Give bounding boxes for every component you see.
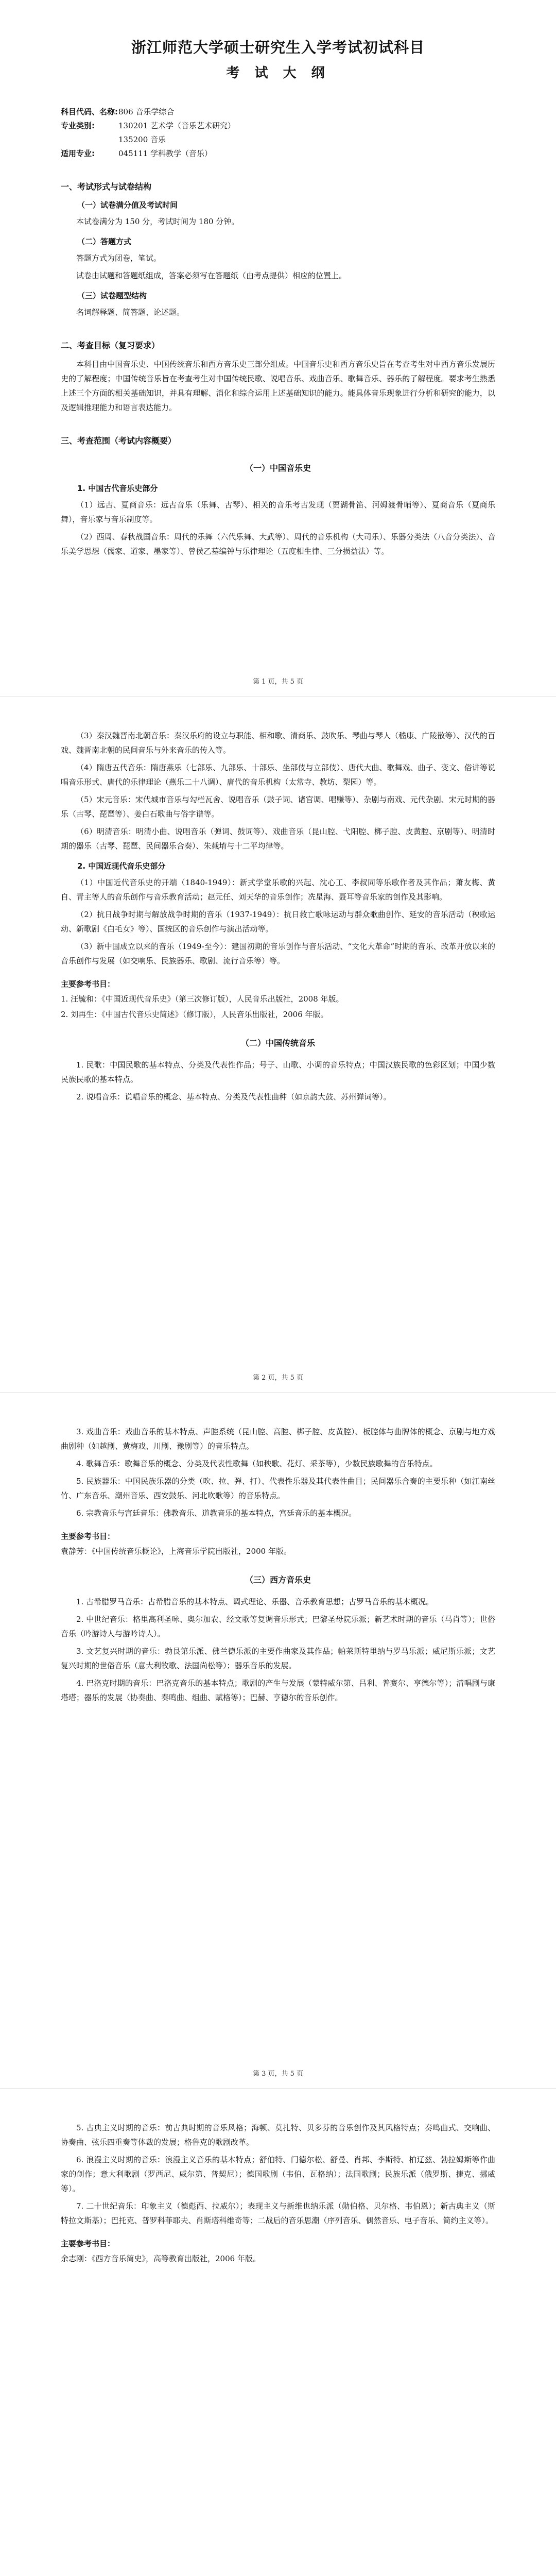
paragraph: 名词解释题、简答题、论述题。	[76, 308, 185, 317]
paragraph: 3. 文艺复兴时期的音乐：勃艮第乐派、佛兰德乐派的主要作曲家及其作品；帕莱斯特里纳与罗马乐派；威尼斯乐派；文艺复兴时期的世俗音乐（意大利牧歌、法国尚松等）；器乐音乐的发展。	[61, 1647, 495, 1670]
subheading-question-types: （三）试卷题型结构	[77, 291, 147, 300]
page-2	[0, 696, 556, 1392]
section-heading-exam-form: 一、考试形式与试卷结构	[61, 182, 152, 192]
paragraph: （2）抗日战争时期与解放战争时期的音乐（1937-1949）：抗日救亡歌咏运动与群众歌曲创作、延安的音乐活动（秧歌运动、新歌剧《白毛女》等）、国统区的音乐创作与演出活动等。	[61, 910, 495, 934]
references-heading: 主要参考书目：	[61, 1532, 115, 1541]
applicable-value: 045111 学科教学（音乐）	[118, 149, 213, 158]
paragraph: 1. 古希腊罗马音乐：古希腊音乐的基本特点、调式理论、乐器、音乐教育思想；古罗马音乐的基本概况。	[76, 1597, 434, 1606]
document-subtitle: 考 试 大 纲	[226, 65, 330, 81]
paragraph: 7. 二十世纪音乐：印象主义（德彪西、拉威尔）；表现主义与新维也纳乐派（勋伯格、贝尔格、韦伯恩）；新古典主义（斯特拉文斯基）；巴托克、普罗科菲耶夫、肖斯塔科维奇等；二战后的音乐思潮（序列音乐、偶然音乐、电子音乐、简约主义等）。	[61, 2201, 495, 2225]
reference-item: 1. 汪毓和：《中国近现代音乐史》（第三次修订版），人民音乐出版社，2008 年版。	[61, 994, 344, 1004]
paragraph: （5）宋元音乐：宋代城市音乐与勾栏瓦舍、说唱音乐（鼓子词、诸宫调、唱赚等）、杂剧与南戏、元代杂剧、宋元时期的器乐（古琴、琵琶等）、姜白石歌曲与俗字谱等。	[61, 795, 495, 819]
subheading-score-time: （一）试卷满分值及考试时间	[77, 200, 178, 210]
meta-row-major	[61, 119, 495, 133]
paragraph: 6. 浪漫主义时期的音乐：浪漫主义音乐的基本特点；舒伯特、门德尔松、舒曼、肖邦、李斯特、柏辽兹、勃拉姆斯等作曲家的创作；意大利歌剧（罗西尼、威尔第、普契尼）；德国歌剧（韦伯、瓦格纳）；法国歌剧；民族乐派（俄罗斯、捷克、挪威等）。	[61, 2155, 495, 2193]
paragraph: 4. 歌舞音乐：歌舞音乐的概念、分类及代表性歌舞（如秧歌、花灯、采茶等），少数民族歌舞的音乐特点。	[76, 1459, 438, 1468]
paragraph: （4）隋唐五代音乐：隋唐燕乐（七部乐、九部乐、十部乐、坐部伎与立部伎）、唐代大曲、歌舞戏、曲子、变文、俗讲等说唱音乐形式、唐代的乐律理论（燕乐二十八调）、唐代的音乐机构（太常寺、教坊、梨园）等。	[61, 763, 495, 787]
reference-item: 余志刚：《西方音乐简史》，高等教育出版社，2006 年版。	[61, 2254, 260, 2263]
meta-block	[61, 105, 495, 161]
paragraph: 试卷由试题和答题纸组成，答案必须写在答题纸（由考点提供）相应的位置上。	[76, 271, 347, 280]
paragraph: （6）明清音乐：明清小曲、说唱音乐（弹词、鼓词等）、戏曲音乐（昆山腔、弋阳腔、梆子腔、皮黄腔、京剧等）、明清时期的器乐（古琴、琵琶、民间器乐合奏）、朱载堉与十二平均律等。	[61, 827, 495, 851]
references-heading: 主要参考书目：	[61, 2239, 115, 2248]
subheading-answer-mode: （二）答题方式	[77, 237, 132, 246]
paragraph: 4. 巴洛克时期的音乐：巴洛克音乐的基本特点；歌剧的产生与发展（蒙特威尔第、吕利、普赛尔、亨德尔等）；清唱剧与康塔塔；器乐的发展（协奏曲、奏鸣曲、组曲、赋格等）；巴赫、亨德尔的音乐创作。	[61, 1679, 495, 1702]
paragraph: （1）远古、夏商音乐：远古音乐（乐舞、古琴）、相关的音乐考古发现（贾湖骨笛、河姆渡骨哨等）、夏商音乐（夏商乐舞），音乐家与音乐制度等。	[61, 500, 495, 524]
code-value: 806 音乐学综合	[118, 107, 175, 116]
section-heading-goals: 二、考查目标（复习要求）	[61, 341, 160, 350]
paragraph: 2. 中世纪音乐：格里高利圣咏、奥尔加农、经文歌等复调音乐形式；巴黎圣母院乐派；新艺术时期的音乐（马肖等）；世俗音乐（吟游诗人与游吟诗人）。	[61, 1615, 495, 1638]
document-title: 浙江师范大学硕士研究生入学考试初试科目	[131, 39, 425, 56]
subheading-ancient: 1. 中国古代音乐史部分	[77, 484, 158, 493]
paragraph: （3）新中国成立以来的音乐（1949-至今）：建国初期的音乐创作与音乐活动、“文化大革命”时期的音乐、改革开放以来的音乐创作与发展（如交响乐、民族器乐、歌剧、流行音乐等）等。	[61, 942, 495, 965]
meta-spacer	[61, 133, 118, 147]
meta-row-code	[61, 105, 495, 119]
paragraph: （3）秦汉魏晋南北朝音乐：秦汉乐府的设立与职能、相和歌、清商乐、鼓吹乐、琴曲与琴人（嵇康、广陵散等）、汉代的百戏、魏晋南北朝的民间音乐与外来音乐的传入等。	[61, 731, 495, 755]
references-heading: 主要参考书目：	[61, 979, 115, 989]
page-1	[0, 0, 556, 696]
subheading-modern: 2. 中国近现代音乐史部分	[77, 861, 166, 871]
paragraph: 3. 戏曲音乐：戏曲音乐的基本特点、声腔系统（昆山腔、高腔、梆子腔、皮黄腔）、板腔体与曲牌体的概念、京剧与地方戏曲剧种（如越剧、黄梅戏、川剧、豫剧等）的音乐特点。	[61, 1427, 495, 1451]
page-footer: 第 1 页，共 5 页	[252, 678, 304, 686]
applicable-label: 适用专业:	[61, 149, 95, 158]
meta-row-applicable	[61, 147, 495, 161]
paragraph: （2）西周、春秋战国音乐：周代的乐舞（六代乐舞、大武等）、周代的音乐机构（大司乐）、乐器分类法（八音分类法）、音乐美学思想（儒家、道家、墨家等）、曾侯乙墓编钟与乐律理论（五度相生律、三分损益法）等。	[61, 532, 495, 556]
paragraph: 6. 宗教音乐与宫廷音乐：佛教音乐、道教音乐的基本特点，宫廷音乐的基本概况。	[76, 1509, 357, 1518]
paragraph: 答题方式为闭卷，笔试。	[76, 253, 162, 263]
page-4	[0, 2088, 556, 2576]
meta-row-major-2	[61, 133, 495, 147]
paragraph: （1）中国近代音乐史的开端（1840-1949）：新式学堂乐歌的兴起、沈心工、李叔同等乐歌作者及其作品；萧友梅、黄自、青主等人的音乐创作与音乐教育活动；赵元任、刘天华的音乐创作；冼星海、聂耳等音乐家的创作及其影响。	[61, 878, 495, 902]
section-heading-scope: 三、考查范围（考试内容概要）	[61, 436, 177, 446]
major-value-1: 130201 艺术学（音乐艺术研究）	[118, 121, 236, 130]
page-3	[0, 1392, 556, 2088]
reference-item: 袁静芳：《中国传统音乐概论》，上海音乐学院出版社，2000 年版。	[61, 1547, 291, 1556]
reference-item: 2. 刘再生：《中国古代音乐史简述》（修订版），人民音乐出版社，2006 年版。	[61, 1010, 328, 1019]
code-label: 科目代码、名称:	[61, 107, 118, 116]
paragraph: 5. 民族器乐：中国民族乐器的分类（吹、拉、弹、打）、代表性乐器及其代表性曲目；民间器乐合奏的主要乐种（如江南丝竹、广东音乐、潮州音乐、西安鼓乐、河北吹歌等）的音乐特点。	[61, 1477, 495, 1500]
paragraph: 2. 说唱音乐：说唱音乐的概念、基本特点、分类及代表性曲种（如京韵大鼓、苏州弹词等）。	[76, 1092, 391, 1101]
part-heading-western-music-history: （三）西方音乐史	[245, 1575, 311, 1585]
paragraph: 1. 民歌：中国民歌的基本特点、分类及代表性作品；号子、山歌、小调的音乐特点；中国汉族民歌的色彩区划；中国少数民族民歌的基本特点。	[61, 1060, 495, 1084]
page-footer: 第 3 页，共 5 页	[252, 2070, 304, 2078]
part-heading-traditional-music: （二）中国传统音乐	[240, 1038, 315, 1048]
paragraph: 本试卷满分为 150 分，考试时间为 180 分钟。	[76, 217, 239, 226]
page-footer: 第 2 页，共 5 页	[252, 1374, 304, 1382]
paragraph: 5. 古典主义时期的音乐：前古典时期的音乐风格；海顿、莫扎特、贝多芬的音乐创作及其风格特点；奏鸣曲式、交响曲、协奏曲、弦乐四重奏等体裁的发展；格鲁克的歌剧改革。	[61, 2123, 495, 2147]
paragraph: 本科目由中国音乐史、中国传统音乐和西方音乐史三部分组成。中国音乐史和西方音乐史旨在考查考生对中西方音乐发展历史的了解程度；中国传统音乐旨在考查考生对中国传统民歌、说唱音乐、戏曲音乐、歌舞音乐、器乐的了解程度。要求考生熟悉上述三个方面的相关基础知识，并具有理解、消化和综合运用上述基础知识的能力。能具体音乐现象进行分析和研究的能力，以及逻辑推理能力和语言表达能力。	[61, 360, 495, 412]
part-heading-chinese-music-history: （一）中国音乐史	[245, 463, 311, 473]
major-value-2: 135200 音乐	[118, 135, 166, 144]
major-label: 专业类别:	[61, 121, 95, 130]
